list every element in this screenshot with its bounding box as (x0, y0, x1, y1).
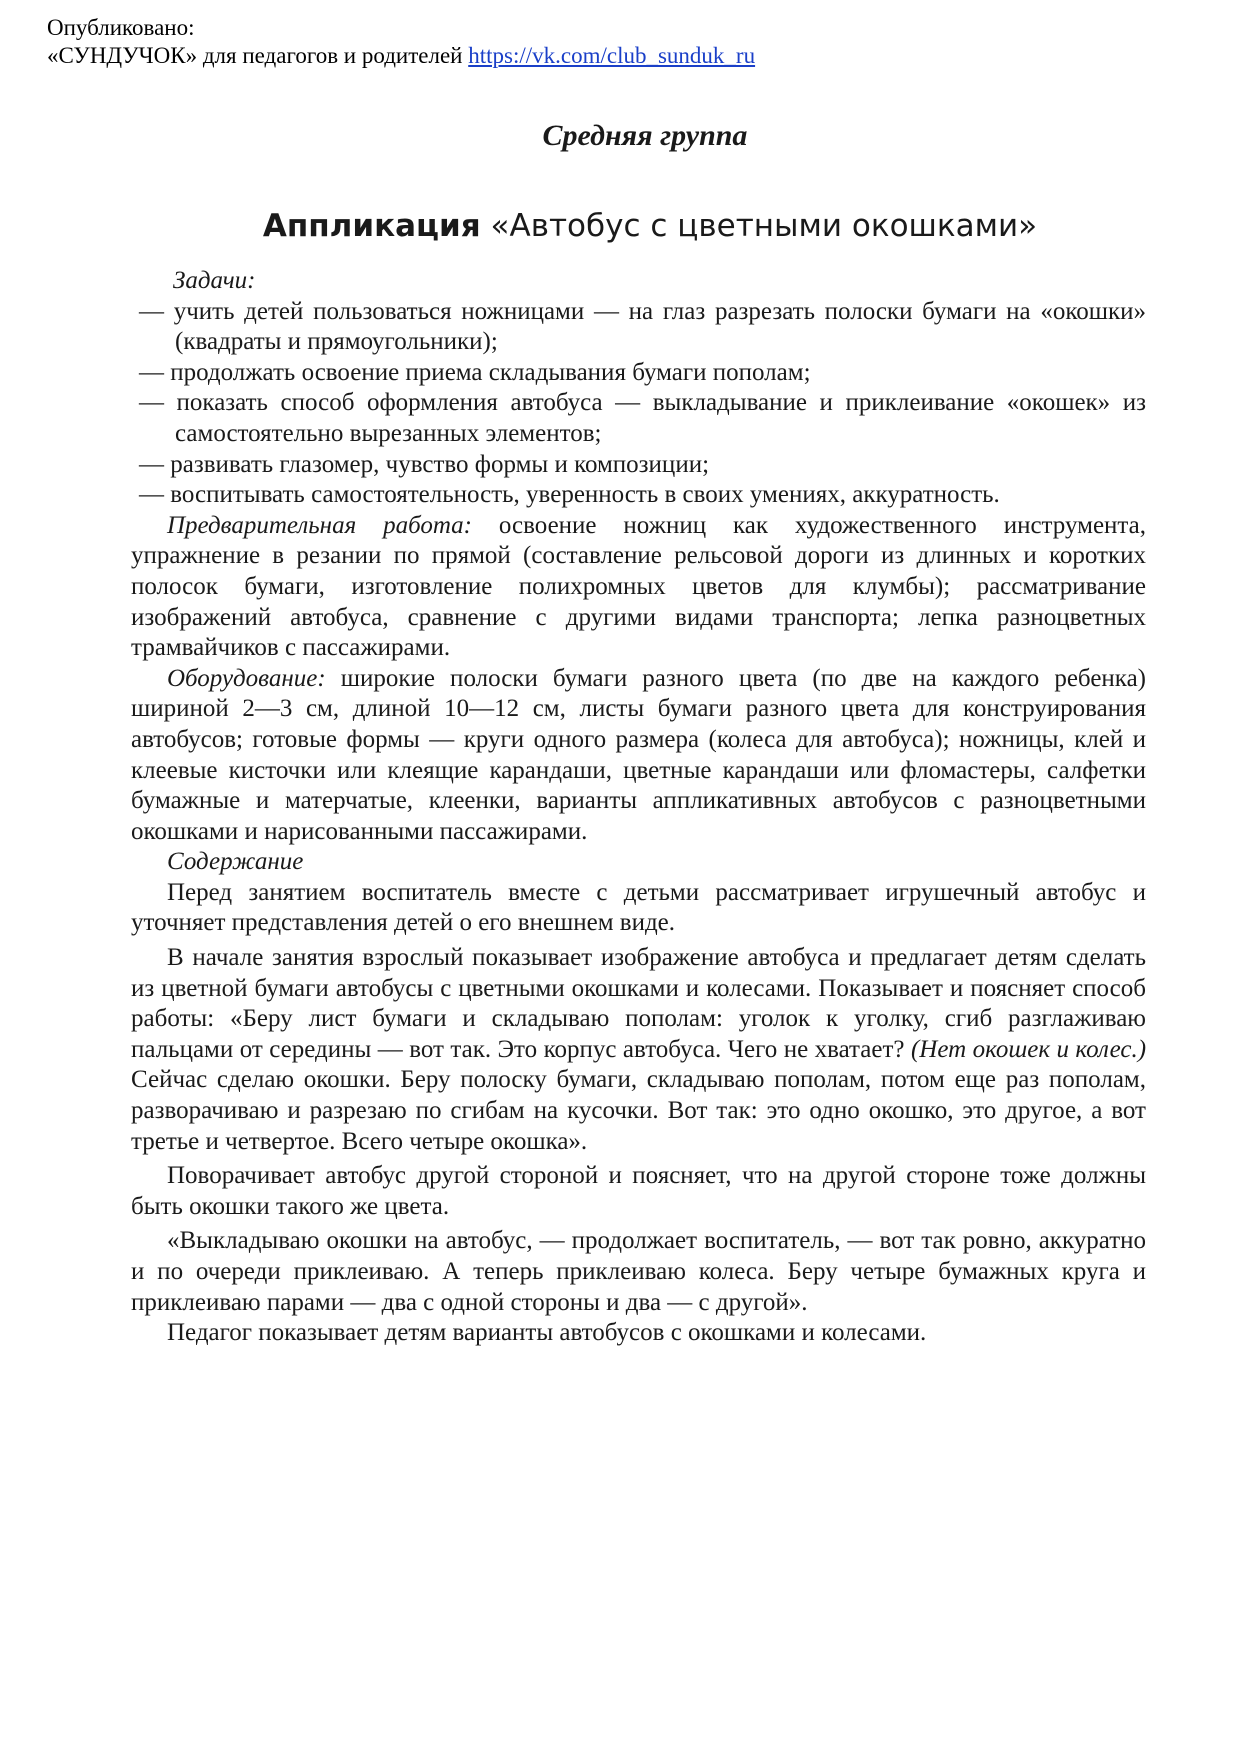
equipment-paragraph (131, 664, 1146, 848)
publication-source: «СУНДУЧОК» для педагогов и родителей (47, 43, 463, 68)
content-paragraph-5: Педагог показывает детям варианты автобусов с окошками и колесами. (167, 1319, 927, 1347)
publication-line (47, 42, 1197, 70)
equipment-text: широкие полоски бумаги разного цвета (по две на каждого ребенка) шириной 2—3 см, длиной 10—12 см, листы бумаги разного цвета для конструирования автобусов; готовые формы — круги одного размера (колеса для автобуса); ножницы, клей и клеевые кисточки или клеящие карандаши, цветные карандаши или фломастеры, салфетки бумажные и матерчатые, клеенки, варианты аппликативных автобусов с разноцветными окошками и нарисованными пассажирами. (131, 664, 1146, 845)
task-item: — показать способ оформления автобуса — выкладывание и приклеивание «окошек» из самостоятельно вырезанных элементов; (139, 389, 1146, 447)
content-paragraph-1: Перед занятием воспитатель вместе с детьми рассматривает игрушечный автобус и уточняет представления детей о его внешнем виде. (131, 878, 1146, 937)
tasks-heading: Задачи: (173, 267, 256, 294)
lesson-name: «Автобус с цветными окошками» (490, 208, 1038, 244)
preliminary-text: освоение ножниц как художественного инструмента, упражнение в резании по прямой (составление рельсовой дороги из длинных и коротких полосок бумаги, изготовление полихромных цветов для клумбы); рассматривание изображений автобуса, сравнение с другими видами транспорта; лепка разноцветных трамвайчиков с пассажирами. (131, 511, 1146, 662)
document-body (131, 266, 1146, 1349)
content-paragraph-2 (131, 943, 1146, 1157)
group-title: Средняя группа (542, 119, 748, 152)
lesson-title (0, 206, 1240, 246)
preliminary-paragraph (131, 511, 1146, 664)
preliminary-label: Предварительная работа: (167, 511, 473, 539)
lesson-type: Аппликация (262, 208, 481, 244)
content-paragraph-2-italic: (Нет окошек и колес.) (910, 1035, 1147, 1063)
content-paragraph-3: Поворачивает автобус другой стороной и поясняет, что на другой стороне тоже должны быть окошки такого же цвета. (131, 1162, 1146, 1220)
content-paragraph-2-a: В начале занятия взрослый показывает изображение автобуса и предлагает детям сделать из цветной бумаги автобусы с цветными окошками и колесами. Показывает и поясняет способ работы: «Беру лист бумаги и складываю пополам: уголок к уголку, сгиб разглаживаю пальцами от середины — вот так. Это корпус автобуса. Чего не хватает? (131, 944, 1146, 1063)
publication-link[interactable]: https://vk.com/club_sunduk_ru (468, 43, 756, 68)
publication-label: Опубликовано: (47, 15, 195, 40)
task-item: — развивать глазомер, чувство формы и композиции; (139, 450, 710, 478)
equipment-label: Оборудование: (167, 664, 326, 692)
task-item: — воспитывать самостоятельность, уверенность в своих умениях, аккуратность. (139, 481, 1000, 509)
content-heading: Содержание (167, 848, 304, 876)
content-paragraph-4: «Выкладываю окошки на автобус, — продолжает воспитатель, — вот так ровно, аккуратно и по очереди приклеиваю. А теперь приклеиваю колеса. Беру четыре бумажных круга и приклеиваю парами — два с одной стороны и два — с другой». (131, 1227, 1146, 1316)
publication-note (47, 14, 1197, 70)
task-item: — продолжать освоение приема складывания бумаги пополам; (139, 358, 811, 386)
content-paragraph-2-b: Сейчас сделаю окошки. Беру полоску бумаги, складываю пополам, потом еще раз пополам, разворачиваю и разрезаю по сгибам на кусочки. Вот так: это одно окошко, это другое, а вот третье и четвертое. Всего четыре окошка». (131, 1066, 1146, 1155)
task-item: — учить детей пользоваться ножницами — на глаз разрезать полоски бумаги на «окошки» (квадраты и прямоугольники); (139, 297, 1146, 356)
